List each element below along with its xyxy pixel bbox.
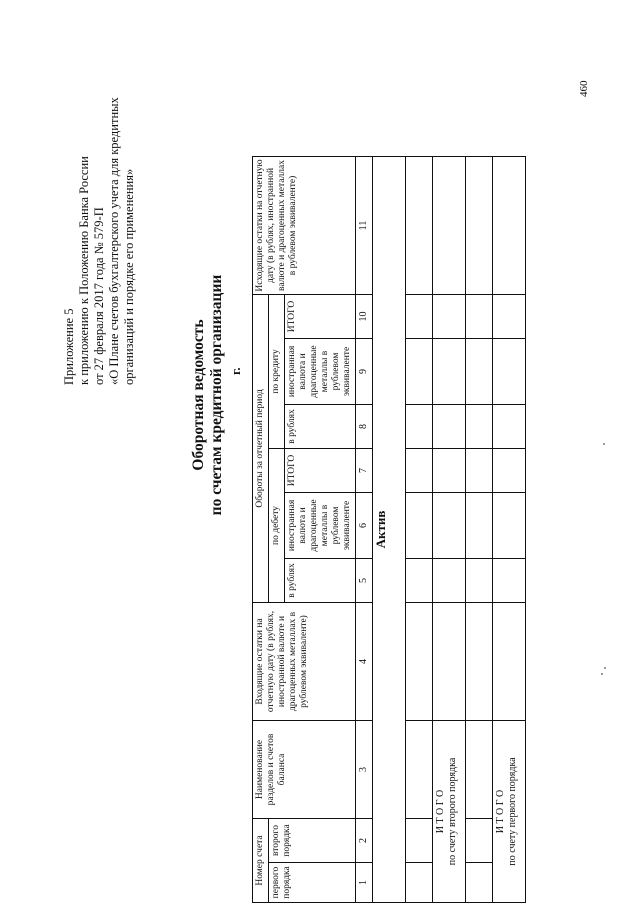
header-debit-rubles: в рублях: [285, 558, 356, 602]
table-row: [406, 36, 433, 902]
header-second-order: второго порядка: [269, 818, 356, 862]
column-number: 5: [356, 558, 373, 602]
header-name: Наименование разделов и счетов баланса: [253, 720, 356, 818]
scan-artifact: [601, 673, 603, 675]
column-number: 10: [356, 294, 373, 338]
section-title: Актив: [373, 156, 406, 902]
itogo-title: И Т О Г О: [495, 789, 506, 834]
column-number: 4: [356, 602, 373, 720]
column-number: 6: [356, 492, 373, 558]
column-numbers-row: [356, 36, 373, 902]
itogo-subtitle: по счету первого порядка: [507, 757, 518, 866]
column-number: 11: [356, 156, 373, 294]
header-turnover: Обороты за отчетный период: [253, 294, 269, 602]
itogo-second-order-row: [433, 36, 466, 902]
header-closing-balance: Исходящие остатки на отчетную дату (в рублях, иностранной валюте и драгоценных металлах в рублевом эквиваленте): [253, 156, 356, 294]
itogo-first-order-row: [493, 36, 526, 902]
column-number: 3: [356, 720, 373, 818]
scan-artifact: [603, 443, 605, 445]
header-credit-foreign: иностранная валюта и драгоценные металлы в рублевом эквиваленте: [285, 338, 356, 404]
header-credit-rubles: в рублях: [285, 404, 356, 448]
year-underline: [238, 330, 253, 450]
table-row: [466, 36, 493, 902]
title-line-2: по счетам кредитной организации: [208, 274, 225, 516]
header-account-number: Номер счета: [253, 818, 269, 902]
header-debit-total: ИТОГО: [285, 448, 356, 492]
column-number: 7: [356, 448, 373, 492]
header-first-order: первого порядка: [269, 863, 356, 903]
appendix-line: к приложению к Положению Банка России: [77, 156, 91, 385]
page-title: [190, 185, 226, 605]
page-number: 460: [578, 80, 590, 97]
appendix-line: организаций и порядке его применения»: [122, 168, 136, 385]
section-row: [373, 36, 406, 902]
appendix-line: от 27 февраля 2017 года № 579-П: [92, 207, 106, 385]
header-credit-total: ИТОГО: [285, 294, 356, 338]
header-opening-balance: Входящие остатки на отчетную дату (в рублях, иностранной валюте и драгоценных металлах в рублевом эквиваленте): [253, 602, 356, 720]
header-credit: по кредиту: [269, 294, 285, 448]
scan-artifact: [604, 667, 606, 669]
margin-spacer: [253, 36, 493, 156]
itogo-second-order-label: [433, 720, 466, 902]
column-number: 8: [356, 404, 373, 448]
appendix-line: «О Плане счетов бухгалтерского учета для кредитных: [107, 97, 121, 385]
year-suffix: г.: [228, 367, 243, 375]
header-debit: по дебету: [269, 448, 285, 602]
appendix-note: [62, 97, 137, 385]
header-debit-foreign: иностранная валюта и драгоценные металлы в рублевом эквиваленте: [285, 492, 356, 558]
itogo-title: И Т О Г О: [435, 789, 446, 834]
column-number: 1: [356, 863, 373, 903]
title-line-1: Оборотная ведомость: [190, 319, 207, 471]
column-number: 9: [356, 338, 373, 404]
column-number: 2: [356, 818, 373, 862]
turnover-table: [252, 36, 526, 903]
itogo-subtitle: по счету второго порядка: [447, 757, 458, 866]
appendix-line: Приложение 5: [62, 308, 76, 385]
itogo-first-order-label: [493, 720, 526, 902]
